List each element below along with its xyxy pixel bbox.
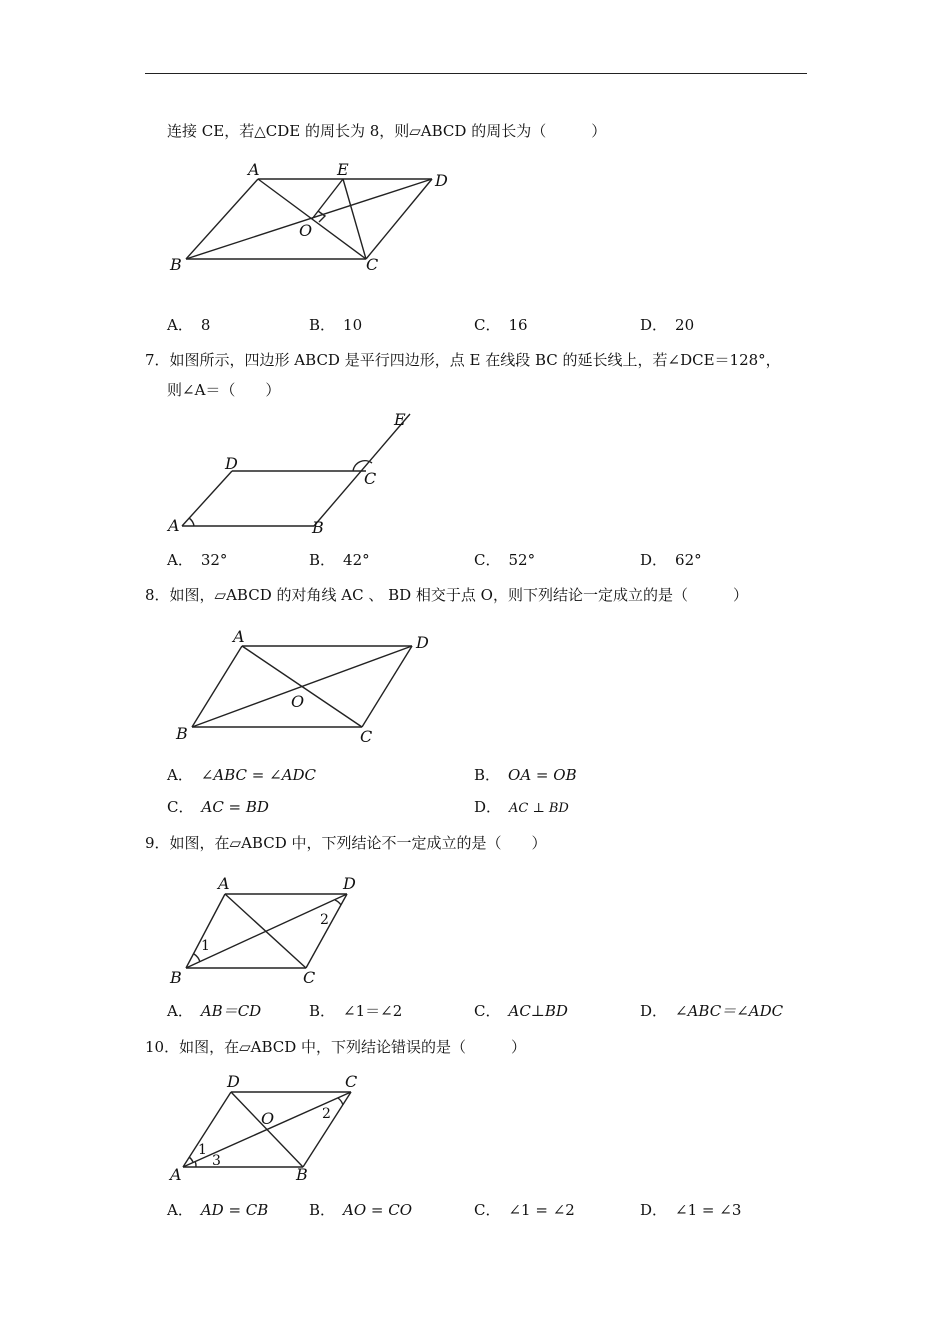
q7-label-c: C: [364, 469, 377, 488]
q9-option-d[interactable]: D． ∠ABC＝∠ADC: [640, 1002, 784, 1020]
q8-stem: 8．如图，▱ABCD 的对角线 AC 、 BD 相交于点 O，则下列结论一定成立的是（ ）: [145, 586, 748, 604]
q10-figure: [165, 1068, 375, 1188]
q7-figure: [160, 408, 420, 538]
q9-angle-2-arc: [335, 900, 341, 905]
q6-figure: [160, 158, 460, 278]
q10-option-d[interactable]: D． ∠1 = ∠3: [640, 1201, 742, 1219]
q9-label-angle-1: 1: [201, 938, 210, 954]
q6-stem: 连接 CE，若△CDE 的周长为 8，则▱ABCD 的周长为（ ）: [167, 122, 607, 140]
q10-label-angle-1: 1: [198, 1142, 207, 1158]
q7-label-d: D: [225, 454, 238, 473]
q7-option-c[interactable]: C． 52°: [474, 551, 536, 569]
q6-label-o: O: [299, 221, 313, 240]
q6-side-cd: [366, 179, 432, 259]
q7-label-e: E: [394, 410, 406, 429]
q8-label-a: A: [233, 627, 245, 646]
q9-label-a: A: [218, 874, 230, 893]
q10-label-o: O: [261, 1109, 275, 1128]
q10-label-c: C: [345, 1072, 358, 1091]
q6-option-b[interactable]: B． 10: [309, 316, 363, 334]
q7-angle-a-arc: [189, 518, 194, 526]
q6-label-b: B: [170, 255, 182, 274]
q10-label-a: A: [170, 1165, 182, 1184]
q6-option-a[interactable]: A． 8: [167, 316, 211, 334]
q7-label-a: A: [168, 516, 180, 535]
q6-label-a: A: [248, 160, 260, 179]
q6-right-angle-mark: [318, 211, 325, 222]
q8-label-b: B: [176, 724, 188, 743]
q7-option-d[interactable]: D． 62°: [640, 551, 702, 569]
q7-option-a[interactable]: A． 32°: [167, 551, 228, 569]
q6-option-d[interactable]: D． 20: [640, 316, 695, 334]
q8-option-c[interactable]: C． AC = BD: [167, 798, 269, 816]
q9-diagonal-bd: [186, 894, 347, 968]
q9-label-b: B: [170, 968, 182, 987]
q6-label-d: D: [435, 171, 448, 190]
q8-label-d: D: [416, 633, 429, 652]
q10-label-b: B: [296, 1165, 308, 1184]
q8-option-d[interactable]: D． AC ⊥ BD: [474, 798, 569, 816]
q7-stem-line2: 则∠A＝（ ）: [167, 381, 281, 399]
q9-option-b[interactable]: B． ∠1＝∠2: [309, 1002, 403, 1020]
q10-option-a[interactable]: A． AD = CB: [167, 1201, 269, 1219]
q9-angle-1-arc: [194, 954, 200, 962]
q8-option-b[interactable]: B． OA = OB: [474, 766, 577, 784]
q10-stem: 10．如图，在▱ABCD 中，下列结论错误的是（ ）: [145, 1038, 527, 1056]
q9-option-a[interactable]: A． AB＝CD: [167, 1002, 262, 1020]
q6-label-e: E: [337, 160, 349, 179]
q6-segment-ce: [343, 179, 366, 259]
q10-label-d: D: [227, 1072, 240, 1091]
q10-angle-3-arc: [195, 1161, 196, 1167]
q10-label-angle-3: 3: [212, 1153, 221, 1169]
q9-label-d: D: [343, 874, 356, 893]
q8-side-ab: [192, 646, 242, 727]
q9-stem: 9．如图，在▱ABCD 中，下列结论不一定成立的是（ ）: [145, 834, 547, 852]
q9-parallelogram-diagram: [165, 870, 375, 990]
q6-label-c: C: [366, 255, 379, 274]
q8-diagonal-bd: [192, 646, 412, 727]
q7-label-b: B: [312, 518, 324, 537]
q10-option-c[interactable]: C． ∠1 = ∠2: [474, 1201, 575, 1219]
q10-option-b[interactable]: B． AO = CO: [309, 1201, 413, 1219]
q6-option-c[interactable]: C． 16: [474, 316, 528, 334]
q10-label-angle-2: 2: [322, 1106, 331, 1122]
q7-line-bce: [314, 414, 410, 526]
q8-label-c: C: [360, 727, 373, 746]
q9-label-angle-2: 2: [320, 912, 329, 928]
q8-figure: [170, 625, 440, 750]
q7-stem-line1: 7．如图所示，四边形 ABCD 是平行四边形，点 E 在线段 BC 的延长线上，若∠DCE＝128°，: [145, 351, 781, 369]
q8-option-a[interactable]: A． ∠ABC = ∠ADC: [167, 766, 317, 784]
q7-parallelogram-diagram: [160, 408, 420, 538]
q10-parallelogram-diagram: [165, 1068, 375, 1188]
q10-angle-2-arc: [338, 1098, 343, 1105]
q8-label-o: O: [291, 692, 305, 711]
q9-side-ab: [186, 894, 225, 968]
q6-parallelogram-diagram: [160, 158, 460, 278]
q8-parallelogram-diagram: [170, 625, 440, 750]
q8-side-cd: [362, 646, 412, 727]
q10-angle-1-arc: [189, 1157, 193, 1162]
q9-option-c[interactable]: C． AC⊥BD: [474, 1002, 568, 1020]
q9-figure: [165, 870, 375, 990]
q9-label-c: C: [303, 968, 316, 987]
q7-option-b[interactable]: B． 42°: [309, 551, 370, 569]
q10-diagonal-ac: [183, 1092, 351, 1167]
header-rule: [145, 73, 807, 74]
